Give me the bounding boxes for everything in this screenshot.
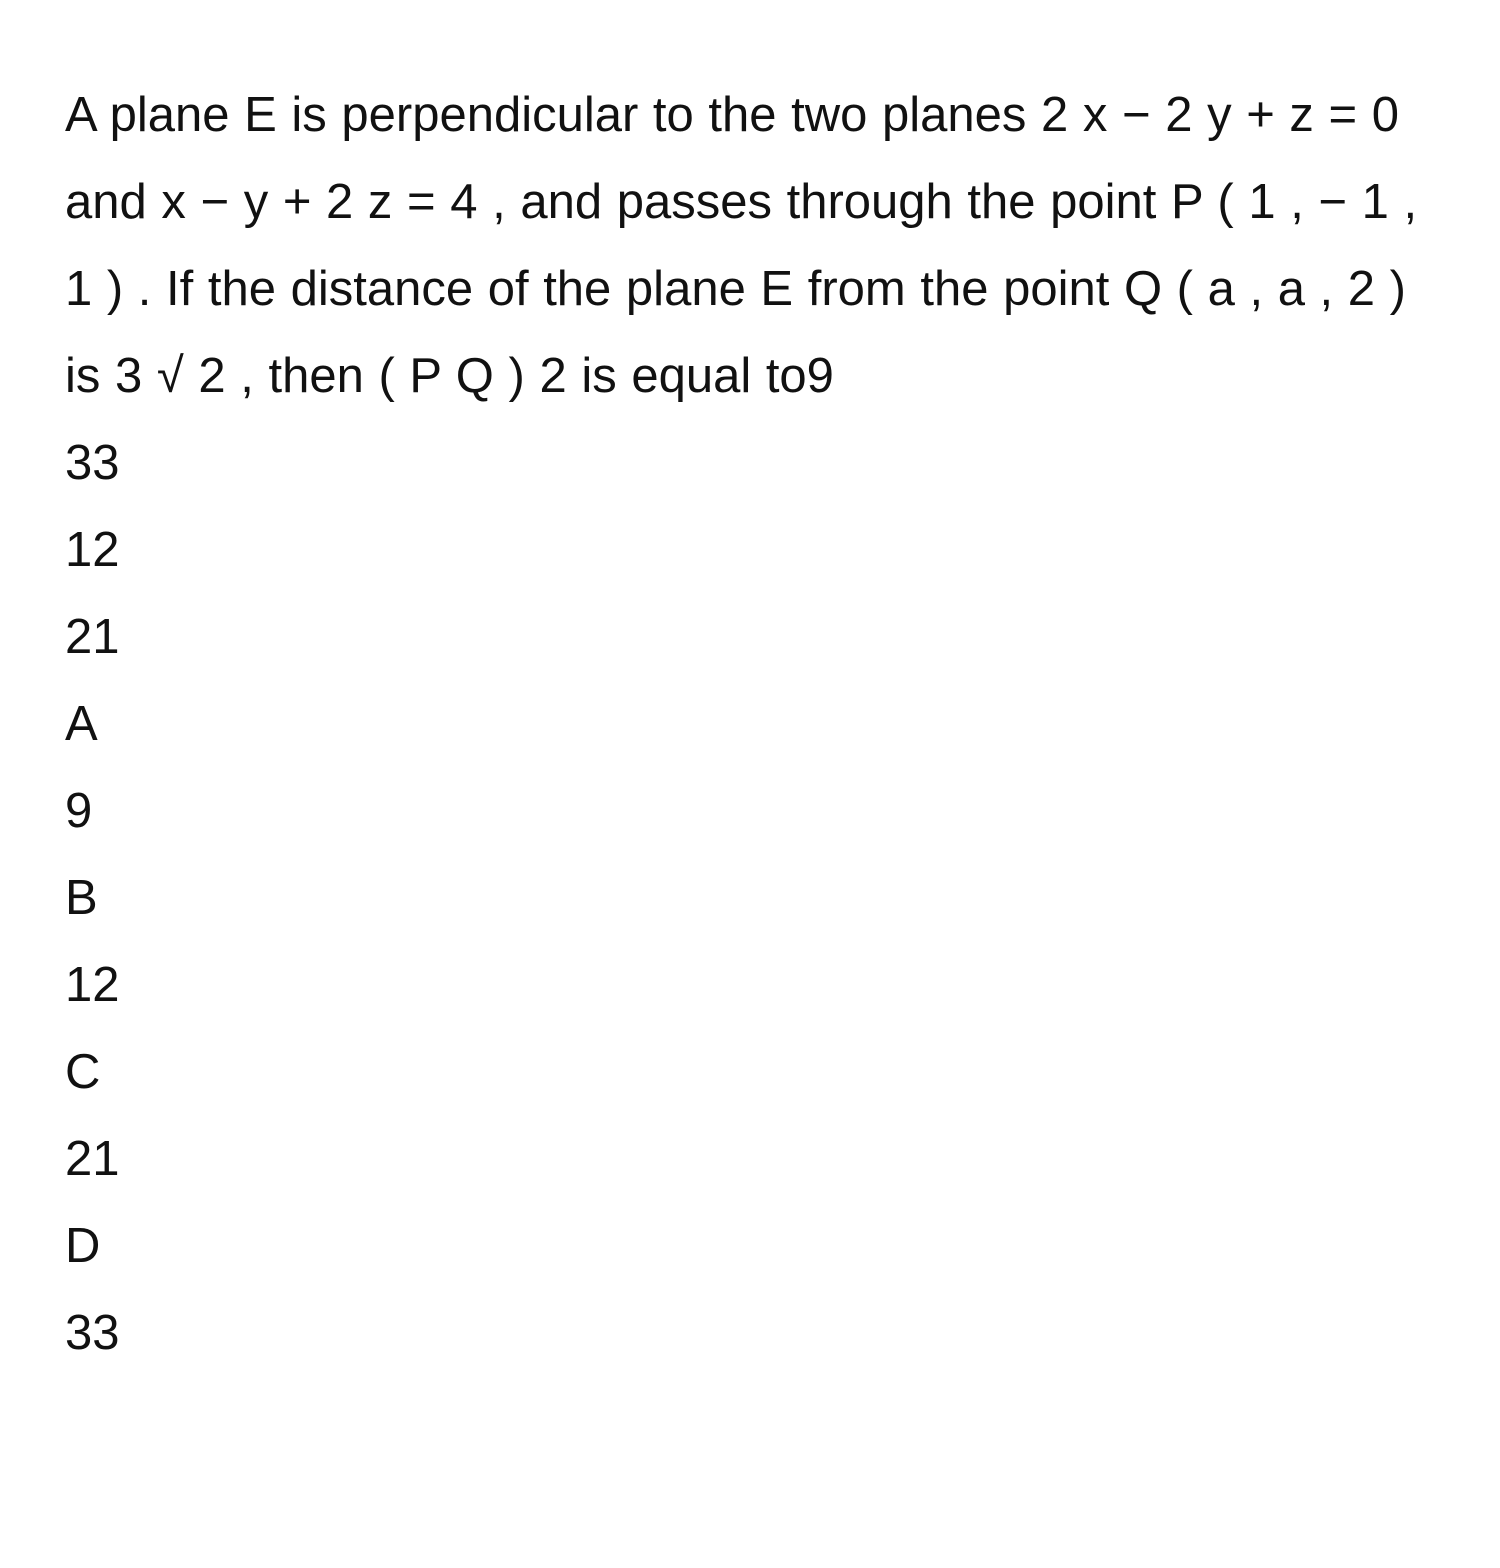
option-value-c[interactable]: 21 <box>65 1132 120 1186</box>
question-block <box>65 72 1445 1377</box>
option-value-a[interactable]: 9 <box>65 784 93 838</box>
option-letter-c[interactable]: C <box>65 1045 101 1099</box>
option-value-b[interactable]: 12 <box>65 958 120 1012</box>
inline-value: 21 <box>65 610 120 664</box>
inline-value: 12 <box>65 523 120 577</box>
inline-value: 33 <box>65 436 120 490</box>
option-letter-a[interactable]: A <box>65 697 98 751</box>
option-letter-d[interactable]: D <box>65 1219 101 1273</box>
option-value-d[interactable]: 33 <box>65 1306 120 1360</box>
question-text: A plane E is perpendicular to the two planes 2 x − 2 y + z = 0 and x − y + 2 z = 4 , and passes through the point P ( 1 , − 1 , 1 ) . If the distance of the plane E from the point Q ( a , a , 2 ) is 3 √ 2 , then ( P Q ) 2 is equal to9 <box>65 88 1418 403</box>
option-letter-b[interactable]: B <box>65 871 98 925</box>
